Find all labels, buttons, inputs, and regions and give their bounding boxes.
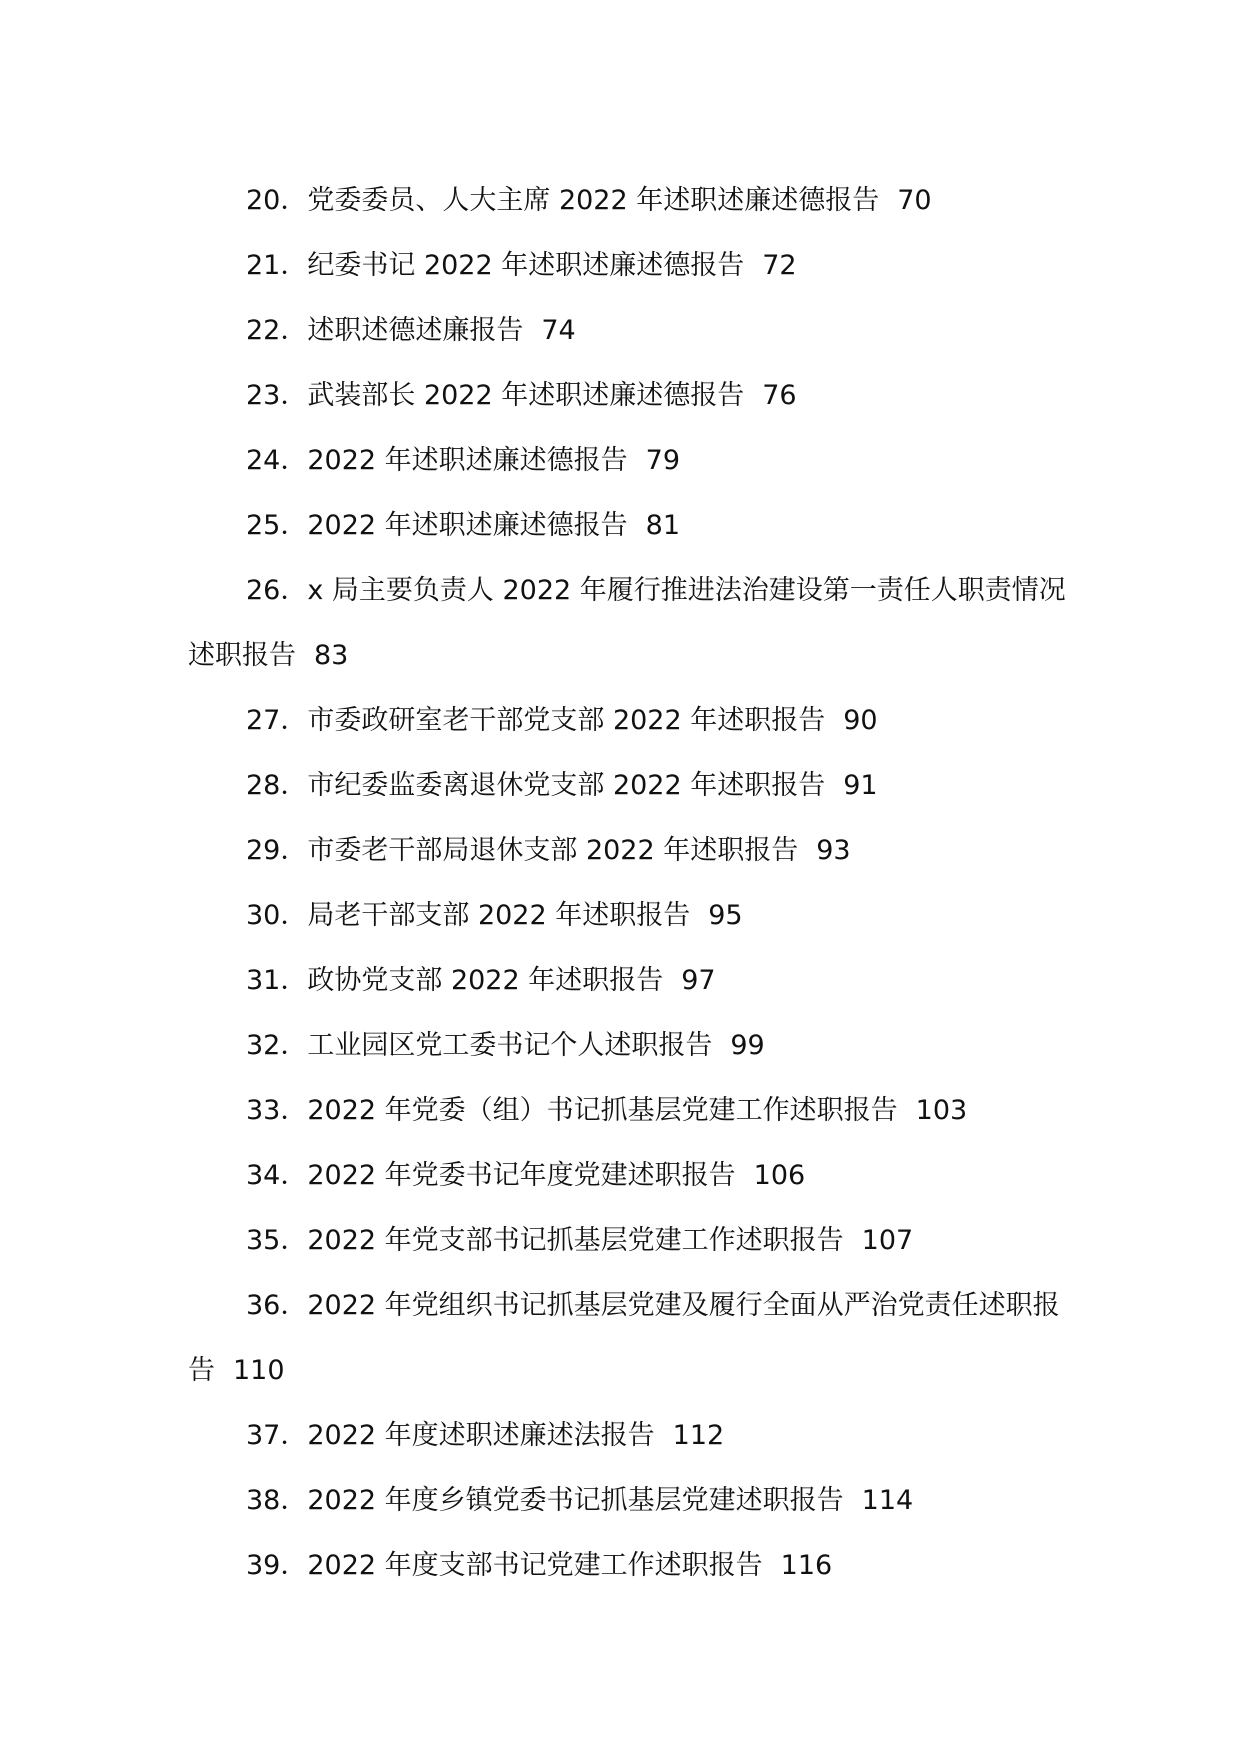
toc-entry-number: 26． — [246, 575, 308, 606]
toc-entry-number: 29． — [246, 835, 308, 866]
toc-entry-page: 79 — [645, 445, 681, 476]
toc-entry[interactable] — [188, 1078, 1068, 1143]
toc-entry-title: 武装部长 2022 年述职述廉述德报告 — [307, 380, 745, 411]
toc-entry[interactable] — [188, 558, 1068, 688]
toc-entry-page: 76 — [762, 380, 797, 411]
toc-entry-page: 81 — [645, 510, 681, 541]
toc-entry[interactable] — [188, 1208, 1068, 1273]
toc-entry-page: 95 — [708, 900, 743, 931]
toc-entry-page: 106 — [753, 1160, 806, 1191]
toc-entry-number: 21． — [246, 250, 308, 281]
toc-entry-title: 市纪委监委离退休党支部 2022 年述职报告 — [307, 770, 826, 801]
toc-entry-number: 39． — [246, 1550, 308, 1581]
toc-entry-number: 30． — [246, 900, 308, 931]
toc-entry-page: 90 — [843, 705, 878, 736]
toc-entry-page: 93 — [816, 835, 851, 866]
toc-entry[interactable] — [188, 363, 1068, 428]
toc-entry[interactable] — [188, 233, 1068, 298]
toc-entry-title: 2022 年党委书记年度党建述职报告 — [307, 1160, 736, 1191]
toc-entry-number: 27． — [246, 705, 308, 736]
toc-entry-title: 2022 年度乡镇党委书记抓基层党建述职报告 — [307, 1485, 844, 1516]
toc-entry-title: 市委政研室老干部党支部 2022 年述职报告 — [307, 705, 826, 736]
toc-entry[interactable] — [188, 1273, 1068, 1403]
toc-entry-page: 112 — [672, 1420, 725, 1451]
toc-entry-page: 74 — [541, 315, 576, 346]
toc-entry-title: 2022 年度支部书记党建工作述职报告 — [307, 1550, 763, 1581]
toc-entry-page: 91 — [843, 770, 878, 801]
toc-entry-number: 37． — [246, 1420, 308, 1451]
toc-entry[interactable] — [188, 1468, 1068, 1533]
toc-entry-title: 2022 年党支部书记抓基层党建工作述职报告 — [307, 1225, 844, 1256]
toc-entry-page: 70 — [897, 185, 932, 216]
toc-entry[interactable] — [188, 818, 1068, 883]
toc-entry-page: 103 — [915, 1095, 968, 1126]
toc-entry[interactable] — [188, 1013, 1068, 1078]
toc-entry-title: 2022 年述职述廉述德报告 — [307, 445, 628, 476]
toc-entry-number: 28． — [246, 770, 308, 801]
toc-entry-page: 114 — [861, 1485, 914, 1516]
toc-entry-title: 2022 年党委（组）书记抓基层党建工作述职报告 — [307, 1095, 898, 1126]
toc-entry-title: 党委委员、人大主席 2022 年述职述廉述德报告 — [307, 185, 880, 216]
toc-entry-number: 31． — [246, 965, 308, 996]
toc-entry-number: 38． — [246, 1485, 308, 1516]
toc-entry[interactable] — [188, 1143, 1068, 1208]
toc-entry-title: 局老干部支部 2022 年述职报告 — [307, 900, 691, 931]
toc-entry[interactable] — [188, 298, 1068, 363]
toc-entry-title: 2022 年述职述廉述德报告 — [307, 510, 628, 541]
toc-entry-page: 116 — [780, 1550, 833, 1581]
toc-entry-title: 市委老干部局退休支部 2022 年述职报告 — [307, 835, 799, 866]
toc-entry-number: 24． — [246, 445, 308, 476]
toc-entry-page: 72 — [762, 250, 797, 281]
toc-entry[interactable] — [188, 948, 1068, 1013]
toc-entry[interactable] — [188, 493, 1068, 558]
toc-entry[interactable] — [188, 688, 1068, 753]
toc-entry-title: 2022 年度述职述廉述法报告 — [307, 1420, 655, 1451]
toc-entry[interactable] — [188, 428, 1068, 493]
toc-entry[interactable] — [188, 1403, 1068, 1468]
toc-entry-number: 25． — [246, 510, 308, 541]
toc-entry-number: 32． — [246, 1030, 308, 1061]
toc-entry-number: 33． — [246, 1095, 308, 1126]
toc-entry-page: 107 — [861, 1225, 914, 1256]
table-of-contents — [188, 168, 1068, 1598]
toc-entry[interactable] — [188, 753, 1068, 818]
toc-entry-title: x 局主要负责人 2022 年履行推进法治建设第一责任人职责情况述职报告 — [188, 575, 1066, 671]
toc-entry[interactable] — [188, 168, 1068, 233]
toc-entry-number: 36． — [246, 1290, 308, 1321]
toc-entry-title: 政协党支部 2022 年述职报告 — [307, 965, 664, 996]
toc-entry-number: 20． — [246, 185, 308, 216]
toc-entry-page: 83 — [314, 640, 349, 671]
toc-entry-title: 纪委书记 2022 年述职述廉述德报告 — [307, 250, 745, 281]
toc-entry-page: 99 — [730, 1030, 765, 1061]
toc-entry-number: 22． — [246, 315, 308, 346]
toc-entry-title: 2022 年党组织书记抓基层党建及履行全面从严治党责任述职报告 — [188, 1290, 1060, 1386]
toc-entry[interactable] — [188, 1533, 1068, 1598]
toc-entry-page: 110 — [233, 1355, 285, 1386]
toc-entry-page: 97 — [681, 965, 716, 996]
toc-entry-title: 工业园区党工委书记个人述职报告 — [307, 1030, 713, 1061]
toc-entry-number: 35． — [246, 1225, 308, 1256]
toc-entry-number: 23． — [246, 380, 308, 411]
toc-entry[interactable] — [188, 883, 1068, 948]
toc-entry-title: 述职述德述廉报告 — [307, 315, 524, 346]
toc-entry-number: 34． — [246, 1160, 308, 1191]
